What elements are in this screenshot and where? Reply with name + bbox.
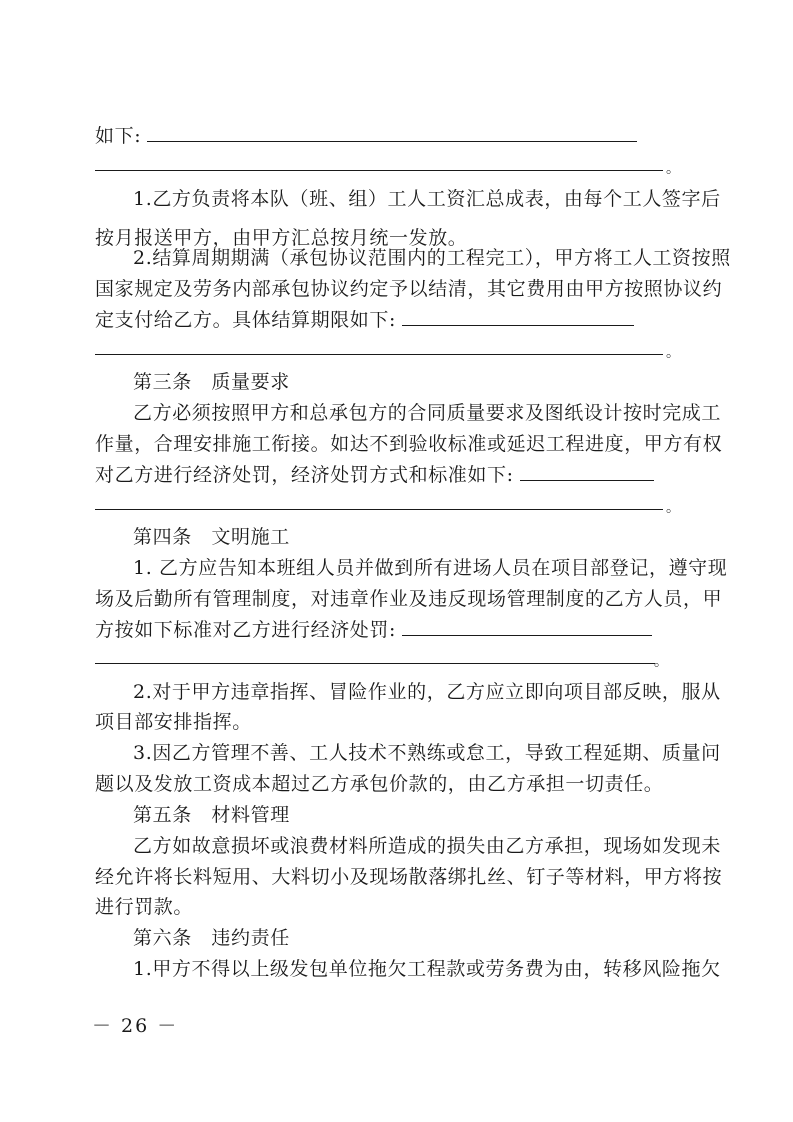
fill-blank-1[interactable] <box>147 121 637 142</box>
line-12: 1. 乙方应告知本班组人员并做到所有进场人员在项目部登记，遵守现 <box>133 557 728 579</box>
line-2: 1.乙方负责将本队（班、组）工人工资汇总成表，由每个工人签字后 <box>133 188 721 210</box>
text-penalty: 对乙方进行经济处罚，经济处罚方式和标准如下: <box>95 464 514 486</box>
line-4: 2.结算周期期满（承包协议范围内的工程完工），甲方将工人工资按照 <box>133 247 731 269</box>
line-3: 按月报送甲方，由甲方汇总按月统一发放。 <box>95 227 468 249</box>
heading-article-4: 第四条 文明施工 <box>133 526 290 548</box>
line-21: 经允许将长料短用、大料切小及现场散落绑扎丝、钉子等材料，甲方将按 <box>95 866 723 888</box>
text-settlement: 定支付给乙方。具体结算期限如下: <box>95 309 397 331</box>
text-rumuxia: 如下: <box>95 125 142 147</box>
line-15: 2.对于甲方违章指挥、冒险作业的，乙方应立即向项目部反映，服从 <box>133 681 721 703</box>
line-5: 国家规定及劳务内部承包协议约定予以结清，其它费用由甲方按照协议约 <box>95 278 723 300</box>
line-17: 3.因乙方管理不善、工人技术不熟练或怠工，导致工程延期、质量问 <box>133 742 721 764</box>
fill-blank-2[interactable] <box>402 305 634 326</box>
line-10 <box>95 460 715 490</box>
line-6 <box>95 305 715 335</box>
heading-article-6: 第六条 违约责任 <box>133 927 290 949</box>
line-13: 场及后勤所有管理制度，对违章作业及违反现场管理制度的乙方人员，甲 <box>95 588 723 610</box>
fill-rule-4[interactable] <box>95 663 655 664</box>
line-20: 乙方如故意损坏或浪费材料所造成的损失由乙方承担，现场如发现未 <box>133 835 722 857</box>
line-24: 1.甲方不得以上级发包单位拖欠工程款或劳务费为由，转移风险拖欠 <box>133 958 721 980</box>
period-1: 。 <box>666 161 680 177</box>
fill-rule-2[interactable] <box>95 354 663 355</box>
period-4: 。 <box>654 654 668 670</box>
fill-rule-3[interactable] <box>95 509 663 510</box>
heading-article-5: 第五条 材料管理 <box>133 804 290 826</box>
period-2: 。 <box>666 345 680 361</box>
line-9: 作量，合理安排施工衔接。如达不到验收标准或延迟工程进度，甲方有权 <box>95 433 723 455</box>
line-14 <box>95 615 715 645</box>
line-22: 进行罚款。 <box>95 896 194 918</box>
line-8: 乙方必须按照甲方和总承包方的合同质量要求及图纸设计按时完成工 <box>133 402 722 424</box>
line-1 <box>95 121 715 151</box>
fill-rule-1[interactable] <box>95 170 663 171</box>
line-18: 题以及发放工资成本超过乙方承包价款的，由乙方承担一切责任。 <box>95 773 664 795</box>
fill-blank-3[interactable] <box>520 460 654 481</box>
heading-article-3: 第三条 质量要求 <box>133 371 290 393</box>
text-standard: 方按如下标准对乙方进行经济处罚: <box>95 619 397 641</box>
fill-blank-4[interactable] <box>402 615 652 636</box>
period-3: 。 <box>666 500 680 516</box>
line-16: 项目部安排指挥。 <box>95 711 252 733</box>
page-number: － 26 － <box>92 1015 179 1037</box>
